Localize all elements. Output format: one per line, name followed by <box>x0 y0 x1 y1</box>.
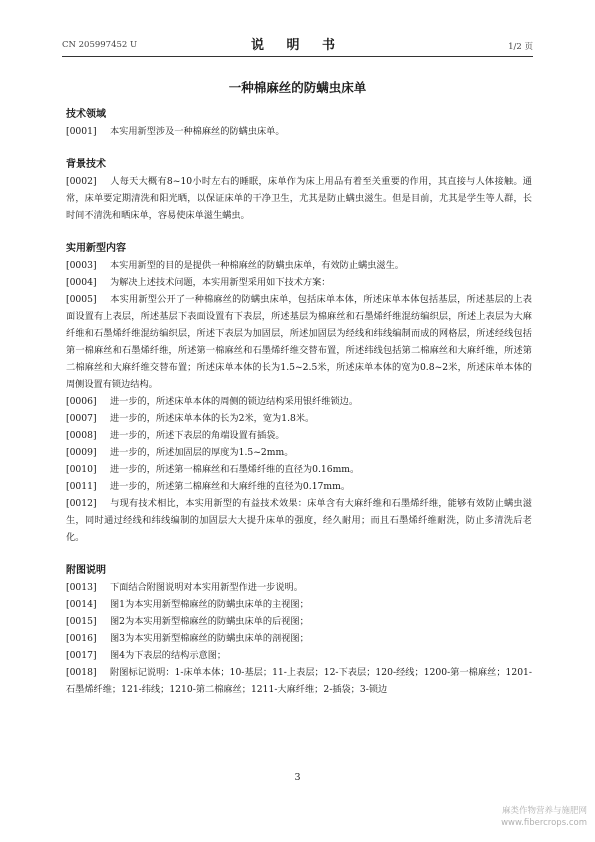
paragraph-number: [0005] <box>66 294 97 305</box>
paragraph-number: [0007] <box>66 413 97 424</box>
paragraph-number: [0014] <box>66 599 97 610</box>
paragraph-text: 进一步的，所述下表层的角端设置有插袋。 <box>110 430 285 441</box>
paragraph <box>66 647 532 664</box>
publication-number: CN 205997452 U <box>62 40 138 50</box>
paragraph <box>66 579 532 596</box>
paragraph <box>66 123 532 140</box>
paragraph-text: 为解决上述技术问题，本实用新型采用如下技术方案： <box>110 277 331 288</box>
page-header <box>62 34 533 52</box>
paragraph-number: [0018] <box>66 667 97 678</box>
paragraph <box>66 393 532 410</box>
page-indicator: 1/2 页 <box>508 42 533 52</box>
paragraph <box>66 274 532 291</box>
paragraph-number: [0013] <box>66 582 97 593</box>
paragraph-number: [0003] <box>66 260 97 271</box>
paragraph-text: 图4为下表层的结构示意图； <box>110 650 227 661</box>
paragraph-text: 本实用新型涉及一种棉麻丝的防螨虫床单。 <box>110 126 285 137</box>
paragraph <box>66 596 532 613</box>
section-heading: 技术领域 <box>66 109 106 120</box>
watermark-url: www.fibercrops.com <box>501 818 587 828</box>
paragraph-text: 本实用新型的目的是提供一种棉麻丝的防螨虫床单，有效防止螨虫滋生。 <box>110 260 404 271</box>
paragraph-number: [0016] <box>66 633 97 644</box>
paragraph-text: 本实用新型公开了一种棉麻丝的防螨虫床单，包括床单本体，所述床单本体包括基层，所述基层的上表面设置有上表层，所述基层下表面设置有下表层，所述基层为棉麻丝和石墨烯纤维混纺编织层，所述上表层为大麻纤维和石墨烯纤维混纺编织层，所述下表层为加固层，所述加固层为经线和纬线编制而成的网格层，所述经线包括第一棉麻丝和石墨烯纤维，所述第一棉麻丝和石墨烯纤维交替布置，所述纬线包括第二棉麻丝和大麻纤维，所述第二棉麻丝和大麻纤维交替布置；所述床单本体的长为1.5~2.5米，所述床单本体的宽为0.8~2米，所述床单本体的周侧设置有锁边结构。 <box>66 294 532 390</box>
paragraph-text: 人每天大概有8~10小时左右的睡眠，床单作为床上用品有着至关重要的作用，其直接与人体接触。通常，床单要定期清洗和阳光晒，以保证床单的干净卫生，尤其是防止螨虫滋生。但是目前，尤其是学生等人群，长时间不清洗和晒床单，容易使床单滋生螨虫。 <box>66 176 532 221</box>
paragraph <box>66 495 532 546</box>
document-body <box>66 106 532 698</box>
paragraph <box>66 173 532 224</box>
document-type-title: 说 明 书 <box>250 38 345 53</box>
paragraph <box>66 444 532 461</box>
paragraph-text: 进一步的，所述床单本体的长为2米，宽为1.8米。 <box>110 413 315 424</box>
paragraph-number: [0015] <box>66 616 97 627</box>
paragraph-number: [0001] <box>66 126 97 137</box>
section-heading: 背景技术 <box>66 159 106 170</box>
paragraph-number: [0009] <box>66 447 97 458</box>
paragraph-number: [0002] <box>66 176 97 187</box>
paragraph <box>66 291 532 393</box>
section-heading: 附图说明 <box>66 565 106 576</box>
paragraph-text: 进一步的，所述床单本体的周侧的锁边结构采用银纤维锁边。 <box>110 396 359 407</box>
patent-title: 一种棉麻丝的防螨虫床单 <box>228 80 367 95</box>
paragraph-number: [0008] <box>66 430 97 441</box>
paragraph <box>66 427 532 444</box>
paragraph <box>66 664 532 698</box>
paragraph-number: [0011] <box>66 481 97 492</box>
paragraph-number: [0006] <box>66 396 97 407</box>
paragraph <box>66 630 532 647</box>
paragraph <box>66 461 532 478</box>
page-number: 3 <box>294 772 301 783</box>
paragraph-number: [0004] <box>66 277 97 288</box>
paragraph <box>66 410 532 427</box>
paragraph-text: 图2为本实用新型棉麻丝的防螨虫床单的后视图； <box>110 616 309 627</box>
header-divider <box>62 56 533 57</box>
paragraph-text: 附图标记说明：1-床单本体；10-基层；11-上表层；12-下表层；120-经线；1200-第一棉麻丝；1201-石墨烯纤维；121-纬线；1210-第二棉麻丝；1211-大麻纤维；2-插袋；3-锁边 <box>66 667 532 695</box>
paragraph-number: [0012] <box>66 498 97 509</box>
paragraph-text: 图1为本实用新型棉麻丝的防螨虫床单的主视图； <box>110 599 309 610</box>
paragraph-number: [0017] <box>66 650 97 661</box>
paragraph-text: 图3为本实用新型棉麻丝的防螨虫床单的剖视图； <box>110 633 309 644</box>
paragraph <box>66 478 532 495</box>
paragraph <box>66 257 532 274</box>
section-heading: 实用新型内容 <box>66 243 126 254</box>
paragraph-text: 进一步的，所述加固层的厚度为1.5~2mm。 <box>110 447 294 458</box>
watermark-logo: 麻类作物营养与施肥网 <box>501 806 587 816</box>
paragraph-text: 进一步的，所述第二棉麻丝和大麻纤维的直径为0.17mm。 <box>110 481 351 492</box>
paragraph-text: 下面结合附图说明对本实用新型作进一步说明。 <box>110 582 303 593</box>
watermark <box>501 805 587 829</box>
paragraph <box>66 613 532 630</box>
paragraph-text: 与现有技术相比，本实用新型的有益技术效果：床单含有大麻纤维和石墨烯纤维，能够有效防止螨虫滋生，同时通过经线和纬线编制的加固层大大提升床单的强度，经久耐用；而且石墨烯纤维耐洗，防止多清洗后老化。 <box>66 498 532 543</box>
paragraph-text: 进一步的，所述第一棉麻丝和石墨烯纤维的直径为0.16mm。 <box>110 464 360 475</box>
paragraph-number: [0010] <box>66 464 97 475</box>
